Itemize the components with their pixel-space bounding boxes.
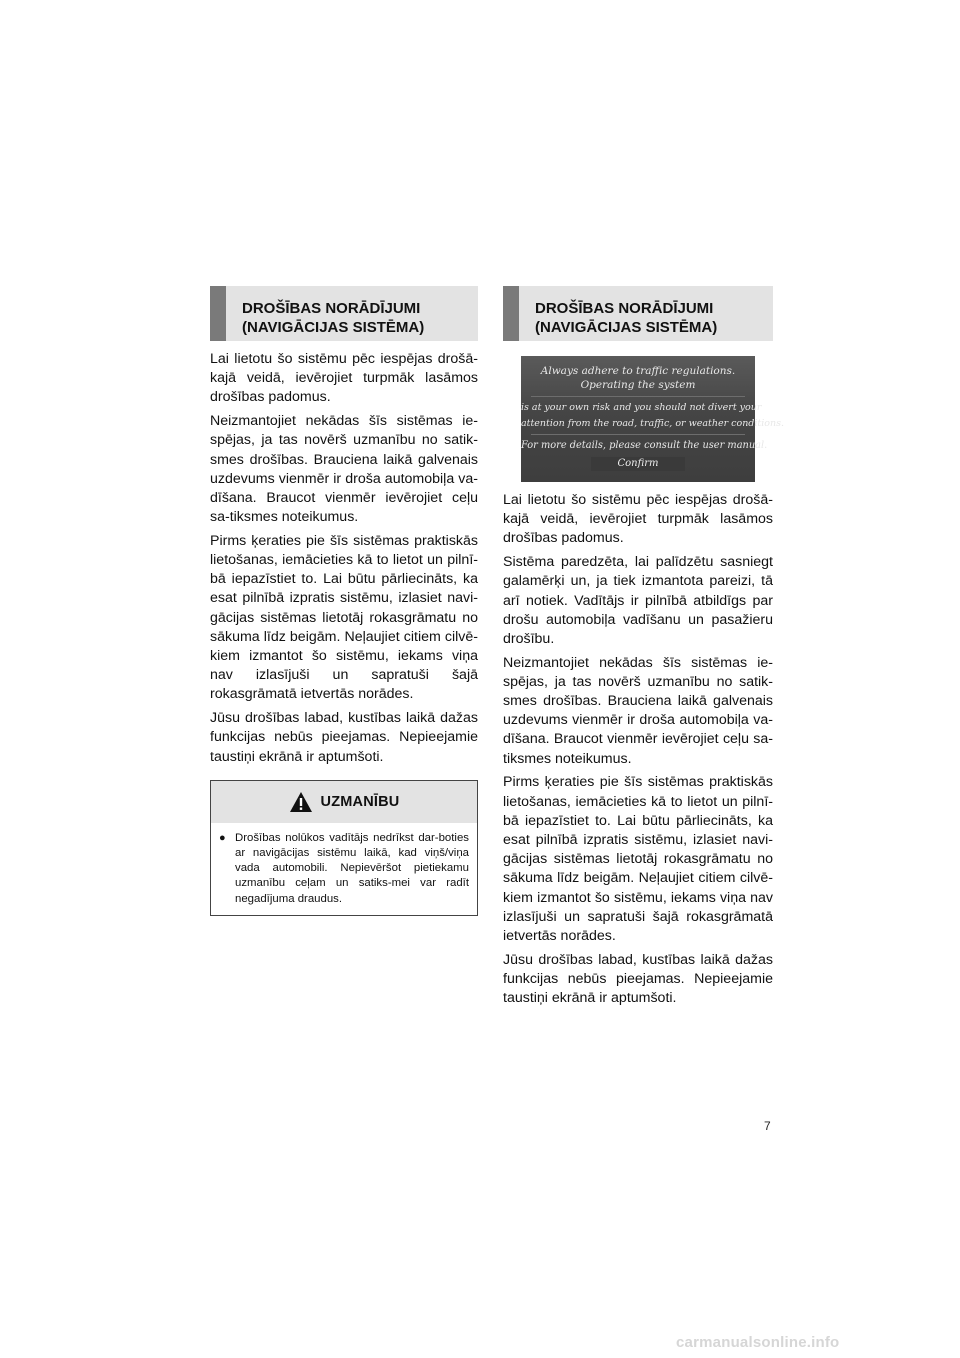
section-title-right: DROŠĪBAS NORĀDĪJUMI (NAVIGĀCIJAS SISTĒMA) (535, 300, 718, 336)
header-accent-bar (503, 286, 519, 341)
section-header-right (503, 286, 773, 341)
paragraph: Jūsu drošības labad, kustības laikā dažas funkcijas nebūs pieejamas. Nepieejamie taustiņi ekrānā ir aptumšoti. (210, 710, 478, 765)
caution-box (210, 780, 478, 916)
warning-triangle-icon (289, 791, 313, 813)
caution-body (211, 823, 477, 907)
header-accent-bar (210, 286, 226, 341)
left-column (210, 286, 478, 916)
screen-text-line: For more details, please consult the user manual. (521, 440, 768, 451)
paragraph: Neizmantojiet nekādas šīs sistēmas ie-spējas, ja tas novērš uzmanību no satik-smes drošības. Brauciena laikā galvenais uzdevums vienmēr ir droša automobiļa va-dīšana. Braucot vienmēr ievērojiet ceļu sa-tiksmes noteikumus. (210, 413, 478, 526)
paragraph: Lai lietotu šo sistēmu pēc iespējas drošā-kajā veidā, ievērojiet turpmāk lasāmos drošības padomus. (503, 492, 773, 547)
paragraph: Sistēma paredzēta, lai palīdzētu sasniegt galamērķi un, ja tiek izmantota pareizi, tā arī notiek. Vadītājs ir pilnībā atbildīgs par drošu automobiļa vadīšanu un pasažieru drošību. (503, 554, 773, 647)
paragraph: Pirms ķeraties pie šīs sistēmas praktiskās lietošanas, iemācieties kā to lietot un pilnī-bā iepazīstiet to. Lai būtu pārliecināts, ka esat pilnībā izpratis sistēmu, izlasiet navi-gācijas sistēmas lietotāj rokasgrāmatu no sākuma līdz beigām. Neļaujiet citiem cilvē-kiem izmantot šo sistēmu, iekams viņa nav izlasījuši un sapratuši šajā rokasgrāmatā ietvertās norādes. (503, 774, 773, 944)
caution-text: Drošības nolūkos vadītājs nedrīkst dar-boties ar navigācijas sistēmu laikā, kad viņš/viņa vada automobili. Nepievēršot pietiekamu uzmanību ceļam un satiks-mei var radīt negadījuma draudus. (235, 831, 469, 905)
section-header-left (210, 286, 478, 341)
paragraph: Lai lietotu šo sistēmu pēc iespējas drošā-kajā veidā, ievērojiet turpmāk lasāmos drošības padomus. (210, 351, 478, 406)
right-body (503, 491, 773, 1008)
watermark: carmanualsonline.info (676, 1334, 840, 1351)
page-number: 7 (764, 1119, 771, 1133)
caution-header (211, 781, 477, 823)
screen-text-line: Always adhere to traffic regulations. (540, 365, 736, 377)
paragraph: Neizmantojiet nekādas šīs sistēmas ie-spējas, ja tas novērš uzmanību no satik-smes drošības. Brauciena laikā galvenais uzdevums vienmēr ir droša automobiļa va-dīšana. Braucot vienmēr ievērojiet ceļu sa-tiksmes noteikumus. (503, 654, 773, 767)
screen-text-line: is at your own risk and you should not divert your (521, 402, 762, 413)
bullet-icon: ● (219, 831, 226, 844)
right-column (503, 286, 785, 1013)
left-body (210, 350, 478, 767)
navigation-screen-image (521, 356, 785, 482)
section-title-left: DROŠĪBAS NORĀDĪJUMI (NAVIGĀCIJAS SISTĒMA) (242, 300, 425, 336)
screen-text-line: attention from the road, traffic, or weather conditions. (521, 418, 785, 429)
caution-title: UZMANĪBU (320, 793, 400, 810)
paragraph: Pirms ķeraties pie šīs sistēmas praktiskās lietošanas, iemācieties kā to lietot un pilnī-bā iepazīstiet to. Lai būtu pārliecināts, ka esat pilnībā izpratis sistēmu, izlasiet navi-gācijas sistēmas lietotāj rokasgrāmatu no sākuma līdz beigām. Neļaujiet citiem cilvē-kiem izmantot šo sistēmu, iekams viņa nav izlasījuši un sapratuši šajā rokasgrāmatā ietvertās norādes. (210, 532, 478, 703)
paragraph: Jūsu drošības labad, kustības laikā dažas funkcijas nebūs pieejamas. Nepieejamie taustiņi ekrānā ir aptumšoti. (503, 951, 773, 1007)
confirm-button: Confirm (591, 457, 685, 471)
screen-text-line: Operating the system (580, 379, 696, 391)
